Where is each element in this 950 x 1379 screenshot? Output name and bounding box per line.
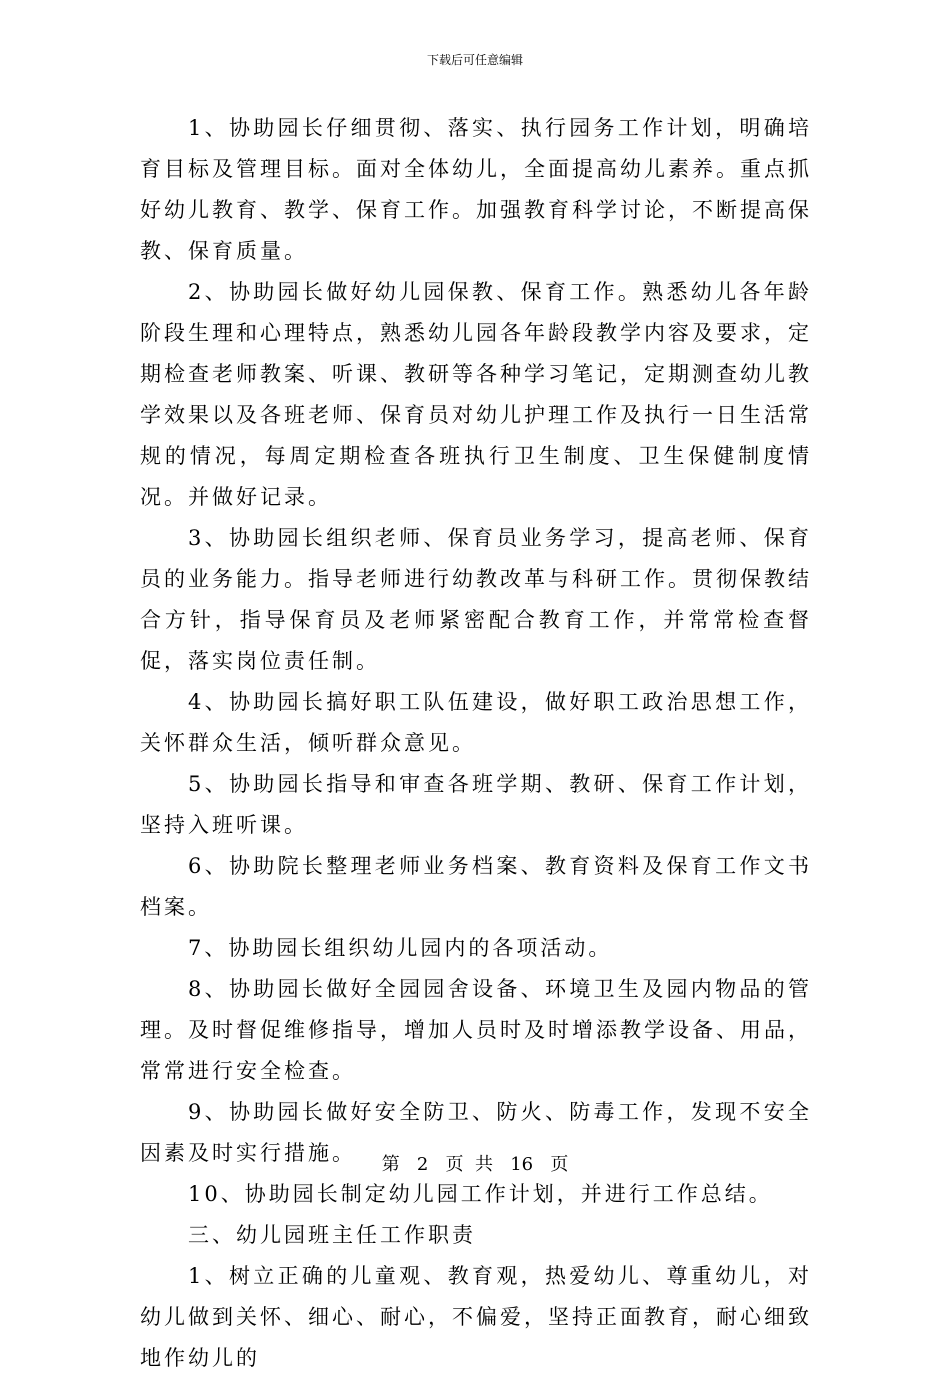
header-text: 下载后可任意编辑 — [426, 53, 523, 67]
footer-page-number: 2 — [416, 1154, 429, 1175]
footer-middle: 页 共 — [445, 1154, 493, 1175]
document-body — [140, 108, 812, 1379]
footer-prefix: 第 — [381, 1154, 400, 1175]
paragraph-2: 2、协助园长做好幼儿园保教、保育工作。熟悉幼儿各年龄阶段生理和心理特点，熟悉幼儿园各年龄段教学内容及要求，定期检查老师教案、听课、教研等各种学习笔记，定期测查幼儿教学效果以及各班老师、保育员对幼儿护理工作及执行一日生活常规的情况，每周定期检查各班执行卫生制度、卫生保健制度情况。并做好记录。 — [140, 280, 812, 509]
paragraph-6: 6、协助院长整理老师业务档案、教育资料及保育工作文书档案。 — [140, 854, 812, 919]
paragraph-7: 7、协助园长组织幼儿园内的各项活动。 — [188, 936, 613, 960]
page-header — [0, 52, 950, 68]
footer-suffix: 页 — [550, 1154, 569, 1175]
paragraph-10: 10、协助园长制定幼儿园工作计划，并进行工作总结。 — [188, 1182, 773, 1206]
paragraph-3: 3、协助园长组织老师、保育员业务学习，提高老师、保育员的业务能力。指导老师进行幼教改革与科研工作。贯彻保教结合方针，指导保育员及老师紧密配合教育工作，并常常检查督促，落实岗位责任制。 — [140, 526, 812, 673]
footer-total-pages: 16 — [510, 1154, 534, 1175]
paragraph-8: 8、协助园长做好全园园舍设备、环境卫生及园内物品的管理。及时督促维修指导，增加人员时及时增添教学设备、用品，常常进行安全检查。 — [140, 977, 812, 1083]
paragraph-4: 4、协助园长搞好职工队伍建设，做好职工政治思想工作，关怀群众生活，倾听群众意见。 — [140, 690, 812, 755]
section-heading: 三、幼儿园班主任工作职责 — [188, 1223, 476, 1247]
paragraph-5: 5、协助园长指导和审查各班学期、教研、保育工作计划，坚持入班听课。 — [140, 772, 812, 837]
page-footer — [0, 1154, 950, 1176]
paragraph-11: 1、树立正确的儿童观、教育观，热爱幼儿、尊重幼儿，对幼儿做到关怀、细心、耐心，不偏爱，坚持正面教育，耐心细致地作幼儿的 — [140, 1264, 812, 1370]
paragraph-1: 1、协助园长仔细贯彻、落实、执行园务工作计划，明确培育目标及管理目标。面对全体幼儿，全面提高幼儿素养。重点抓好幼儿教育、教学、保育工作。加强教育科学讨论，不断提高保教、保育质量。 — [140, 116, 812, 263]
paragraph-9: 9、协助园长做好安全防卫、防火、防毒工作，发现不安全因素及时实行措施。 — [140, 1100, 812, 1165]
